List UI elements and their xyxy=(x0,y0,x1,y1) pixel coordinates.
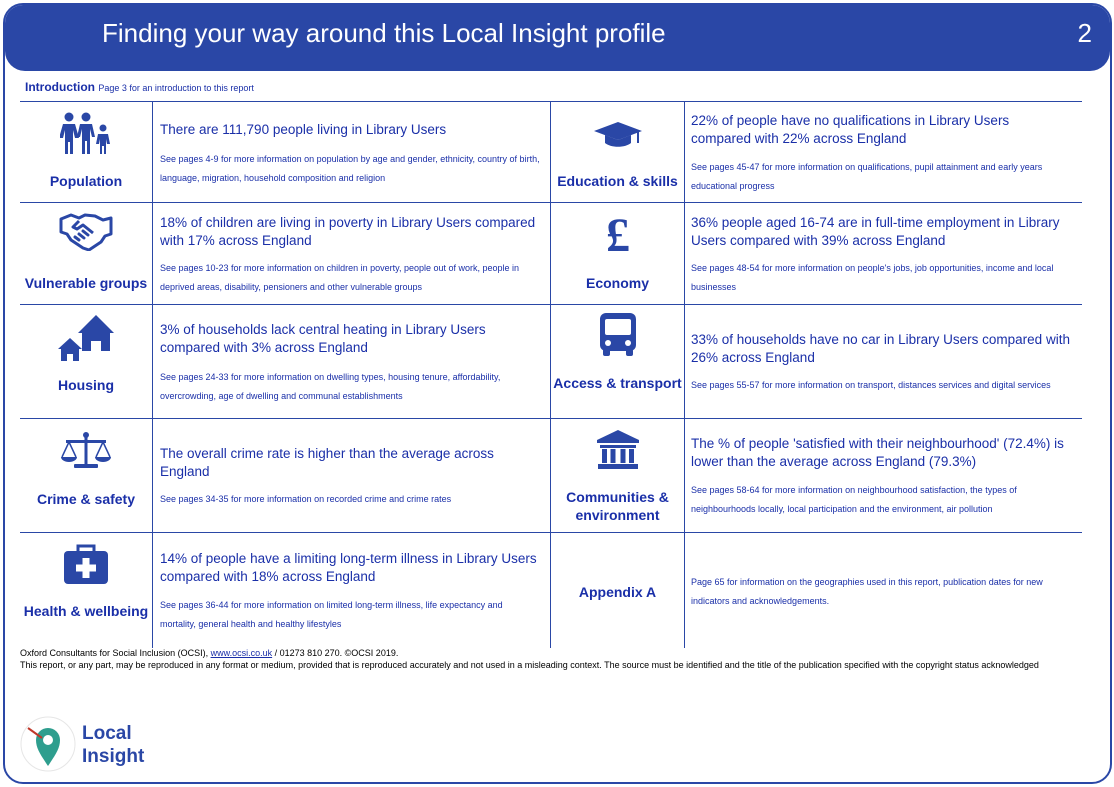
topic-text xyxy=(683,102,1082,203)
svg-text:£: £ xyxy=(605,211,630,257)
topic-note: See pages 48-54 for more information on people's jobs, job opportunities, income and local businesses xyxy=(691,263,1054,292)
topic-text xyxy=(152,203,550,305)
topic-label: Health & wellbeing xyxy=(23,603,149,619)
table-row xyxy=(20,101,1082,203)
topic-note: See pages 24-33 for more information on dwelling types, housing tenure, affordability, overcrowding, age of dwelling and communal establishments xyxy=(160,372,501,401)
page-header xyxy=(5,5,1110,71)
logo-line-1: Local xyxy=(82,723,132,744)
topic-text xyxy=(683,419,1082,533)
topic-label: Economy xyxy=(585,275,649,291)
graduation-cap-icon xyxy=(593,120,643,148)
topic-label: Crime & safety xyxy=(36,491,136,507)
topic-text xyxy=(152,102,550,203)
footer-link[interactable]: www.ocsi.co.uk xyxy=(210,648,273,658)
topic-stat: 36% people aged 16-74 are in full-time employment in Library Users compared with 39% across England xyxy=(691,215,1060,248)
page-number: 2 xyxy=(1077,18,1092,48)
topic-note: See pages 58-64 for more information on neighbourhood satisfaction, the types of neighbourhoods locally, local participation and the environment, air pollution xyxy=(691,485,1017,514)
topic-stat: 3% of households lack central heating in Library Users compared with 3% across England xyxy=(160,322,486,355)
topic-label: Appendix A xyxy=(578,584,657,600)
topic-text xyxy=(683,533,1082,648)
introduction-note: Page 3 for an introduction to this report xyxy=(98,83,254,93)
houses-icon xyxy=(58,311,114,363)
topic-cell-crime-safety xyxy=(20,419,153,533)
topic-note: See pages 34-35 for more information on recorded crime and crime rates xyxy=(160,494,452,504)
topic-label: Housing xyxy=(58,377,114,393)
topic-cell-population xyxy=(20,102,153,203)
table-row xyxy=(20,202,1082,305)
pound-icon xyxy=(601,211,635,257)
scales-icon xyxy=(60,431,112,471)
topic-label: Education & skills xyxy=(557,173,678,189)
topic-note: See pages 55-57 for more information on transport, distances services and digital services xyxy=(691,380,1051,390)
topic-stat: The overall crime rate is higher than the average across England xyxy=(160,446,494,479)
topic-note: Page 65 for information on the geographies used in this report, publication dates for new indicators and acknowledgements. xyxy=(691,577,1043,606)
topic-label: Communities & environment xyxy=(566,489,669,523)
table-row xyxy=(20,532,1082,648)
topic-cell-appendix xyxy=(550,533,685,648)
footer-disclaimer: This report, or any part, may be reproduced in any format or medium, provided that is reproduced accurately and not used in a misleading context. The source must be identified and the title of the publication specified with the copyright status acknowledged xyxy=(20,660,1039,670)
topic-stat: The % of people 'satisfied with their neighbourhood' (72.4%) is lower than the average across England (79.3%) xyxy=(691,436,1064,469)
topic-cell-communities-environment xyxy=(550,419,685,533)
building-icon xyxy=(596,429,640,471)
topic-label: Access & transport xyxy=(553,375,682,391)
topic-stat: 14% of people have a limiting long-term illness in Library Users compared with 18% across England xyxy=(160,551,537,584)
topic-stat: There are 111,790 people living in Library Users xyxy=(160,122,447,137)
table-row xyxy=(20,418,1082,533)
logo-line-2: Insight xyxy=(82,746,145,767)
topic-grid xyxy=(20,101,1082,647)
footer-contact: / 01273 810 270. ©OCSI 2019. xyxy=(272,648,399,658)
topic-cell-economy xyxy=(550,203,685,305)
footer-credit xyxy=(20,648,398,658)
logo-wordmark xyxy=(82,722,144,768)
topic-note: See pages 45-47 for more information on qualifications, pupil attainment and early years educational progress xyxy=(691,162,1043,191)
topic-note: See pages 4-9 for more information on population by age and gender, ethnicity, country of birth, language, migration, household composition and religion xyxy=(160,154,540,183)
topic-stat: 22% of people have no qualifications in Library Users compared with 22% across England xyxy=(691,113,1010,146)
topic-note: See pages 36-44 for more information on limited long-term illness, life expectancy and mortality, general health and healthy lifestyles xyxy=(160,600,503,629)
local-insight-logo xyxy=(20,716,80,777)
introduction-line xyxy=(25,80,254,94)
handshake-icon xyxy=(59,211,113,251)
topic-cell-health-wellbeing xyxy=(20,533,153,648)
footer-org: Oxford Consultants for Social Inclusion (OCSI), xyxy=(20,648,211,658)
bus-icon xyxy=(598,311,638,357)
topic-text xyxy=(152,305,550,419)
topic-text xyxy=(152,533,550,648)
topic-text xyxy=(683,305,1082,419)
topic-cell-access-transport xyxy=(550,305,685,419)
introduction-heading: Introduction xyxy=(25,80,95,94)
people-icon xyxy=(60,112,112,156)
topic-text xyxy=(152,419,550,533)
topic-stat: 18% of children are living in poverty in Library Users compared with 17% across England xyxy=(160,215,536,248)
topic-stat: 33% of households have no car in Library Users compared with 26% across England xyxy=(691,332,1070,365)
topic-label: Population xyxy=(49,173,123,189)
topic-label: Vulnerable groups xyxy=(24,275,148,291)
table-row xyxy=(20,304,1082,419)
medical-kit-icon xyxy=(63,543,109,585)
topic-cell-education xyxy=(550,102,685,203)
topic-cell-housing xyxy=(20,305,153,419)
topic-text xyxy=(683,203,1082,305)
topic-note: See pages 10-23 for more information on children in poverty, people out of work, people in deprived areas, disability, pensioners and other vulnerable groups xyxy=(160,263,520,292)
page-title: Finding your way around this Local Insight profile xyxy=(102,18,666,48)
topic-cell-vulnerable-groups xyxy=(20,203,153,305)
